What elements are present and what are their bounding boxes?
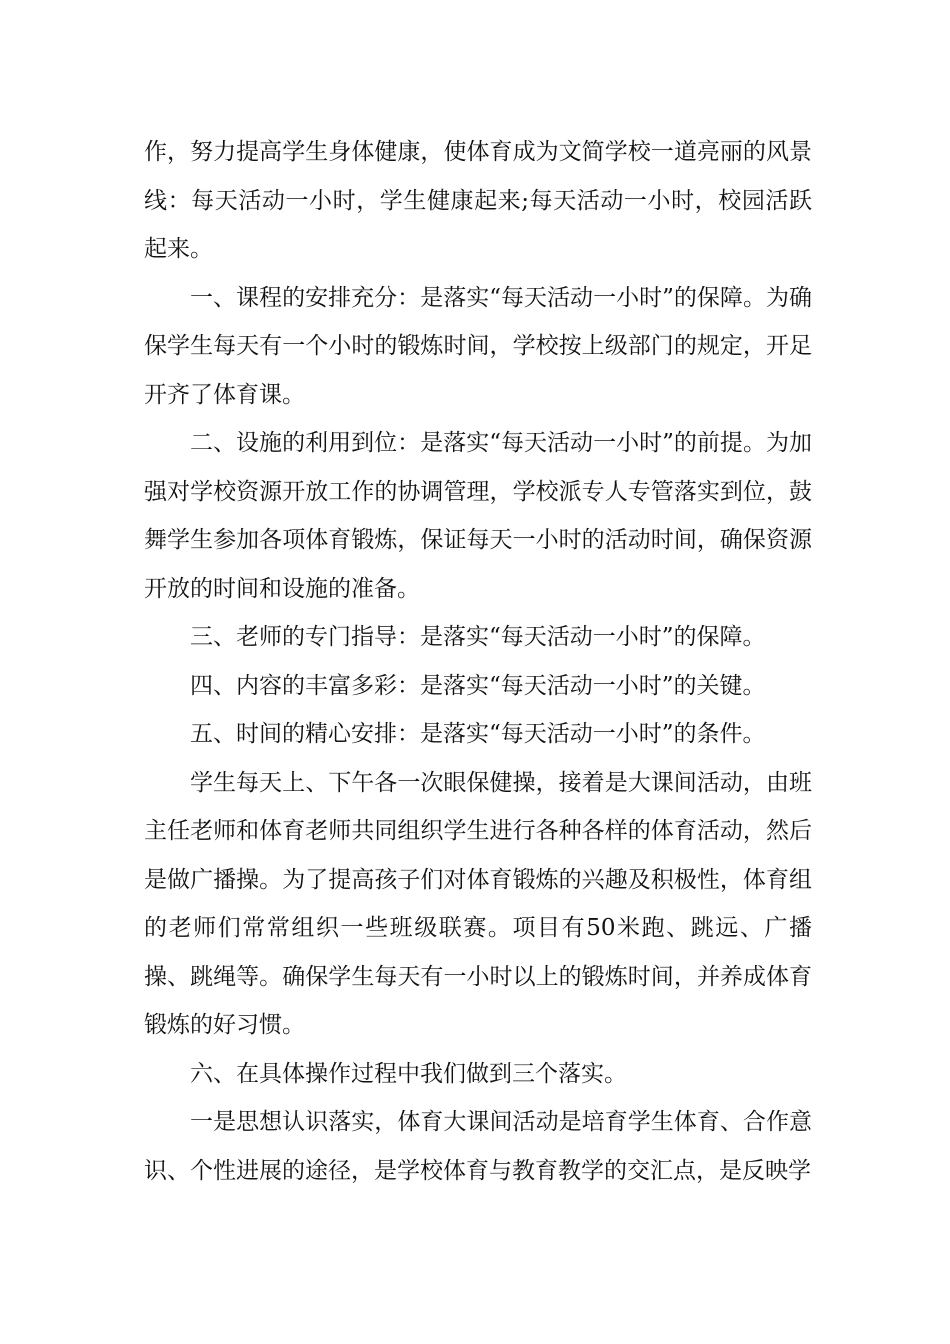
paragraph-course-arrangement: 一、课程的安排充分：是落实“每天活动一小时”的保障。为确保学生每天有一个小时的锻炼时间，学校按上级部门的规定，开足开齐了体育课。 <box>144 284 812 408</box>
document-body <box>144 128 812 1195</box>
paragraph-ideology-implementation: 一是思想认识落实，体育大课间活动是培育学生体育、合作意识、个性进展的途径，是学校体育与教育教学的交汇点，是反映学 <box>144 1109 812 1184</box>
paragraph-daily-activities: 学生每天上、下午各一次眼保健操，接着是大课间活动，由班主任老师和体育老师共同组织学生进行各种各样的体育活动，然后是做广播操。为了提高孩子们对体育锻炼的兴趣及积极性，体育组的老师们常常组织一些班级联赛。项目有50米跑、跳远、广播操、跳绳等。确保学生每天有一小时以上的锻炼时间，并养成体育锻炼的好习惯。 <box>144 769 812 1038</box>
paragraph-teacher-guidance: 三、老师的专门指导：是落实“每天活动一小时”的保障。 <box>190 624 766 650</box>
paragraph-content-variety: 四、内容的丰富多彩：是落实“每天活动一小时”的关键。 <box>190 672 766 699</box>
paragraph-continuation: 作，努力提高学生身体健康，使体育成为文简学校一道亮丽的风景线：每天活动一小时，学生健康起来;每天活动一小时，校园活跃起来。 <box>144 139 812 262</box>
paragraph-facility-use: 二、设施的利用到位：是落实“每天活动一小时”的前提。为加强对学校资源开放工作的协调管理，学校派专人专管落实到位，鼓舞学生参加各项体育锻炼，保证每天一小时的活动时间，确保资源开放的时间和设施的准备。 <box>144 430 812 602</box>
paragraph-three-implementations: 六、在具体操作过程中我们做到三个落实。 <box>190 1060 627 1087</box>
paragraph-time-arrangement: 五、时间的精心安排：是落实“每天活动一小时”的条件。 <box>190 721 766 747</box>
